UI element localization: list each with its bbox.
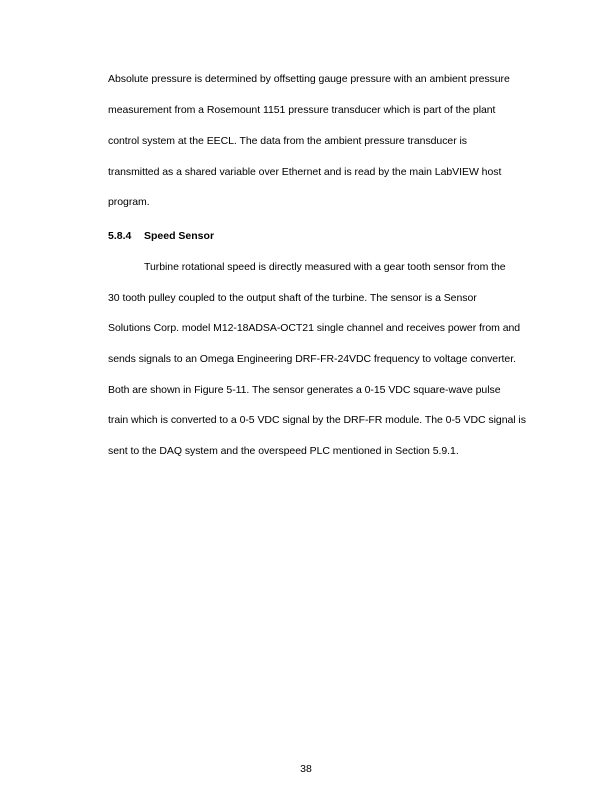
text-line: Absolute pressure is determined by offsetting gauge pressure with an ambient pressure bbox=[108, 73, 510, 85]
text-line: Both are shown in Figure 5-11. The sensor generates a 0-15 VDC square-wave pulse bbox=[108, 384, 501, 396]
text-line: program. bbox=[108, 196, 150, 208]
text-line: train which is converted to a 0-5 VDC signal by the DRF-FR module. The 0-5 VDC signal is bbox=[108, 414, 526, 426]
text-line: measurement from a Rosemount 1151 pressure transducer which is part of the plant bbox=[108, 104, 496, 116]
text-line: Solutions Corp. model M12-18ADSA-OCT21 single channel and receives power from and bbox=[108, 322, 521, 334]
text-line: sends signals to an Omega Engineering DRF-FR-24VDC frequency to voltage converter. bbox=[108, 353, 516, 365]
text-line: transmitted as a shared variable over Ethernet and is read by the main LabVIEW host bbox=[108, 166, 502, 178]
section-heading bbox=[108, 230, 214, 243]
text-line: sent to the DAQ system and the overspeed PLC mentioned in Section 5.9.1. bbox=[108, 445, 459, 457]
section-number: 5.8.4 bbox=[108, 230, 132, 242]
page-number: 38 bbox=[300, 763, 312, 775]
text-line: Turbine rotational speed is directly measured with a gear tooth sensor from the bbox=[144, 261, 506, 273]
text-line: control system at the EECL. The data from the ambient pressure transducer is bbox=[108, 135, 468, 147]
text-line: 30 tooth pulley coupled to the output shaft of the turbine. The sensor is a Sensor bbox=[108, 292, 477, 304]
section-title: Speed Sensor bbox=[144, 230, 215, 242]
